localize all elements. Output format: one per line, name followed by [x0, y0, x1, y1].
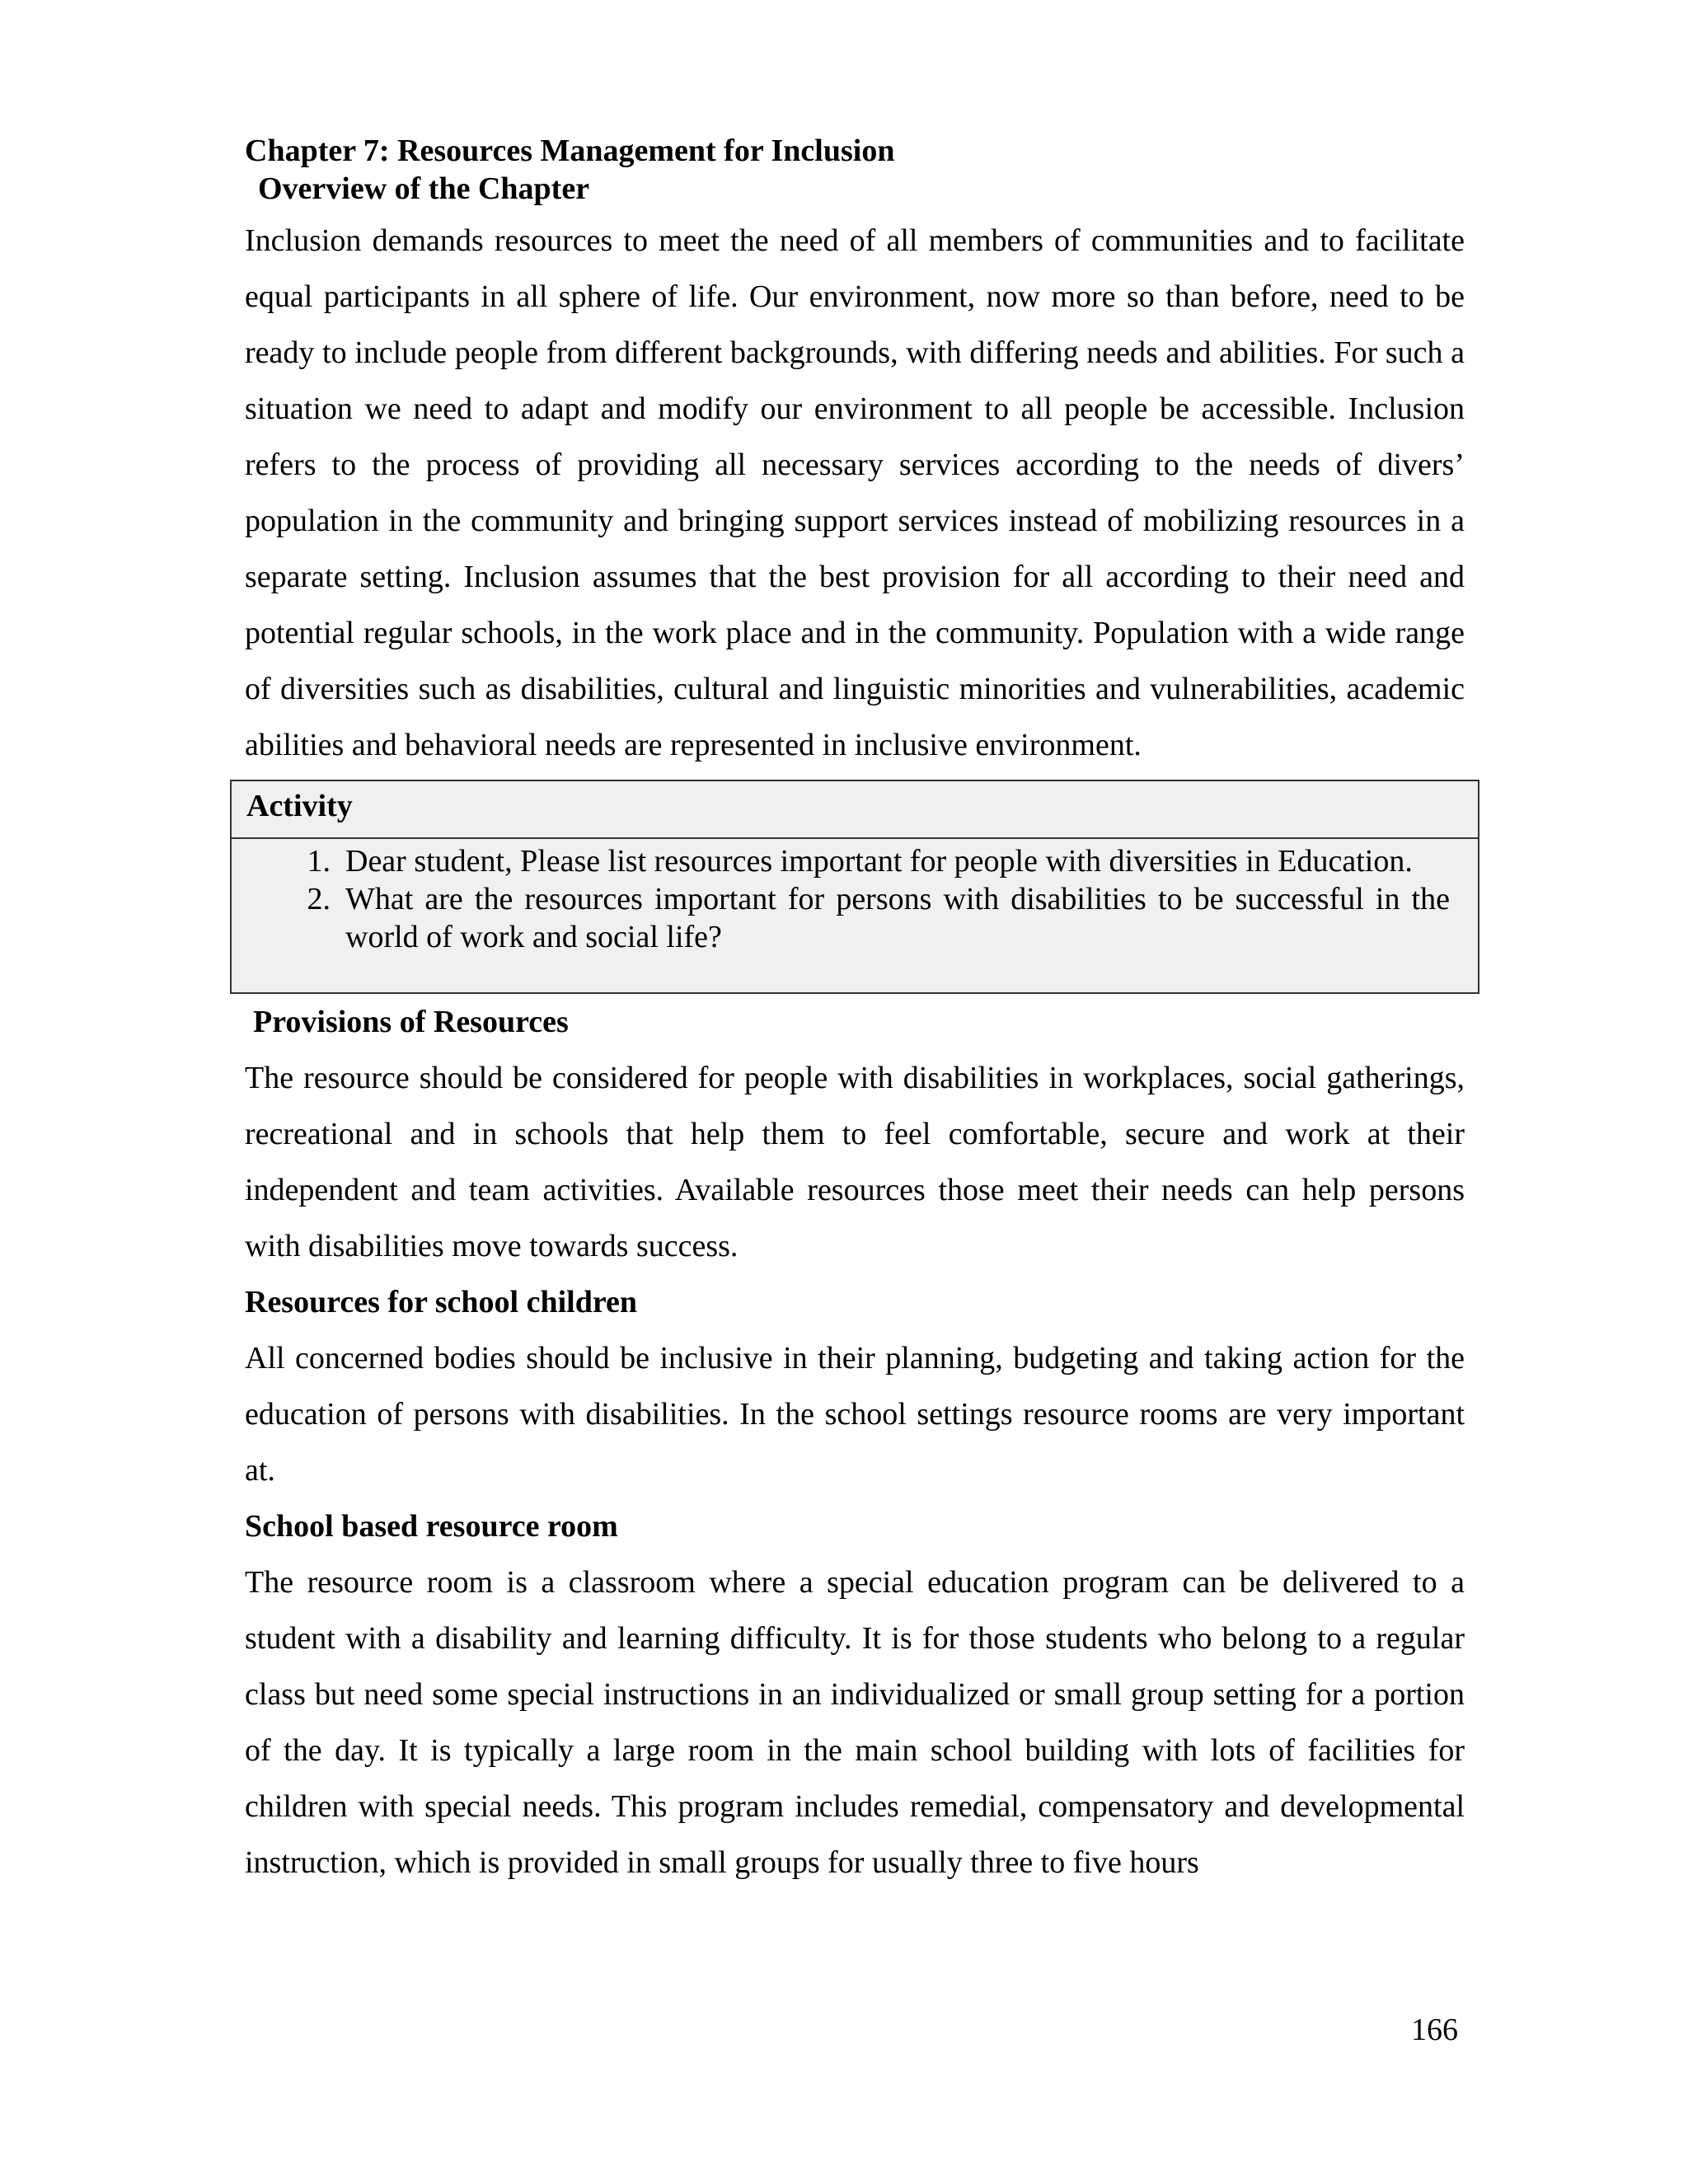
school-children-paragraph: All concerned bodies should be inclusive in their planning, budgeting and taking action for the education of persons with disabilities. In the school settings resource rooms are very important at.: [245, 1341, 1465, 1488]
chapter-overview-heading: Overview of the Chapter: [258, 171, 590, 206]
school-children-heading: Resources for school children: [245, 1285, 638, 1319]
activity-box: [230, 780, 1479, 994]
resource-room-heading: School based resource room: [245, 1509, 618, 1544]
chapter-title: Chapter 7: Resources Management for Inclusion: [245, 134, 895, 168]
activity-item: [232, 880, 1450, 956]
provisions-paragraph: The resource should be considered for people with disabilities in workplaces, social gatherings, recreational and in schools that help them to feel comfortable, secure and work at their independent and team activities. Available resources those meet their needs can help persons with disabilities move towards success.: [245, 1061, 1465, 1263]
activity-header: Activity: [232, 781, 1478, 839]
activity-list: [232, 839, 1478, 992]
provisions-heading: Provisions of Resources: [253, 1005, 569, 1039]
overview-paragraph: Inclusion demands resources to meet the need of all members of communities and to facilitate equal participants in all sphere of life. Our environment, now more so than before, need to be ready to include people from different backgrounds, with differing needs and abilities. For such a situation we need to adapt and modify our environment to all people be accessible. Inclusion refers to the process of providing all necessary services according to the needs of divers’ population in the community and bringing support services instead of mobilizing resources in a separate setting. Inclusion assumes that the best provision for all according to their need and potential regular schools, in the work place and in the community. Population with a wide range of diversities such as disabilities, cultural and linguistic minorities and vulnerabilities, academic abilities and behavioral needs are represented in inclusive environment.: [245, 223, 1465, 762]
activity-item-number: 1.: [307, 844, 331, 879]
activity-item: [232, 842, 1450, 880]
activity-item-number: 2.: [307, 882, 331, 916]
resource-room-paragraph: The resource room is a classroom where a special education program can be delivered to a student with a disability and learning difficulty. It is for those students who belong to a regular class but need some special instructions in an individualized or small group setting for a portion of the day. It is typically a large room in the main school building with lots of facilities for children with special needs. This program includes remedial, compensatory and developmental instruction, which is provided in small groups for usually three to five hours: [245, 1565, 1465, 1880]
activity-item-text: Dear student, Please list resources important for people with diversities in Education.: [345, 844, 1413, 879]
page-content: [245, 132, 1465, 1891]
page-number: 166: [1411, 2013, 1458, 2047]
activity-item-text: What are the resources important for persons with disabilities to be successful in the world of work and social life?: [345, 882, 1450, 954]
